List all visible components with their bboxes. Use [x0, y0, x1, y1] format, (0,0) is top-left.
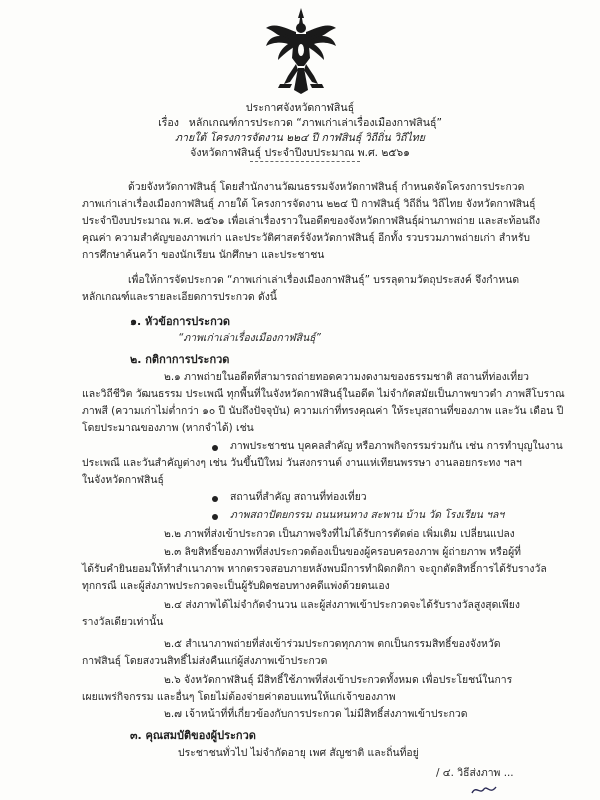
rule-2-3-line2: ได้รับคำยินยอมให้ทำสำเนาภาพ หากตรวจสอบภายหลังพบมีการทำผิดกติกา จะถูกตัดสิทธิ์การได้รับรางวัล: [82, 563, 547, 575]
rule-2-4-line2: รางวัลเดียวเท่านั้น: [82, 616, 164, 628]
bullet-dot: [212, 445, 218, 451]
header-divider: [250, 161, 360, 162]
intro-p2-line2: หลักเกณฑ์และรายละเอียดการประกวด ดังนี้: [82, 291, 277, 303]
project-line: ภายใต้ โครงการจัดงาน ๒๒๔ ปี กาฬสินธุ์ วิถีถิ่น วิถีไทย: [175, 132, 425, 144]
announcement-title: ประกาศจังหวัดกาฬสินธุ์: [245, 102, 355, 114]
subject-line: [0, 116, 600, 131]
rule-2-6-line2: เผยแพร่กิจกรรม และอื่นๆ โดยไม่ต้องจ่ายค่าตอบแทนให้แก่เจ้าของภาพ: [82, 691, 396, 703]
section2-heading: ๒. กติกาการประกวด: [130, 353, 230, 366]
rule-2-3-line1: ๒.๓ ลิขสิทธิ์ของภาพที่ส่งประกวดต้องเป็นของผู้ครอบครองภาพ ผู้ถ่ายภาพ หรือผู้ที่: [164, 546, 522, 558]
continuation-note: / ๔. วิธีส่งภาพ ...: [436, 767, 514, 779]
rule-2-1-line3: ภาพสี (ความเก่าไม่ต่ำกว่า ๑๐ ปี นับถึงปัจจุบัน) ความเก่าที่ทรงคุณค่า ให้ระบุสถานที่ของภาพ และวัน เดือน ปี: [82, 405, 564, 417]
rule-2-6-line1: ๒.๖ จังหวัดกาฬสินธุ์ มีสิทธิ์ใช้ภาพที่ส่งเข้าประกวดทั้งหมด เพื่อประโยชน์ในการ: [164, 674, 513, 686]
fiscal-year-line: จังหวัดกาฬสินธุ์ ประจำปีงบประมาณ พ.ศ. ๒๕๖๑: [190, 147, 410, 159]
bullet-1-line2: ประเพณี และวันสำคัญต่างๆ เช่น วันขึ้นปีใหม่ วันสงกรานต์ งานแห่เทียนพรรษา งานลอยกระทง ฯลฯ: [82, 457, 522, 469]
rule-2-4-line1: ๒.๔ ส่งภาพได้ไม่จำกัดจำนวน และผู้ส่งภาพเข้าประกวดจะได้รับรางวัลสูงสุดเพียง: [164, 599, 520, 611]
rule-2-3-line3: ทุกกรณี และผู้ส่งภาพประกวดจะเป็นผู้รับผิดชอบทางคดีแพ่งด้วยตนเอง: [82, 580, 390, 592]
section3-heading: ๓. คุณสมบัติของผู้ประกวด: [130, 729, 256, 742]
garuda-emblem-icon: [262, 6, 340, 96]
rule-2-1-line2: และวิถีชีวิต วัฒนธรรม ประเพณี ทุกพื้นที่ในจังหวัดกาฬสินธุ์ในอดีต ไม่จำกัดสมัยเป็นภาพขาวดำ ภาพสีโบราณ: [82, 388, 565, 400]
bullet-dot: [212, 496, 218, 502]
intro-p1-line1: ด้วยจังหวัดกาฬสินธุ์ โดยสำนักงานวัฒนธรรมจังหวัดกาฬสินธุ์ กำหนดจัดโครงการประกวด: [128, 181, 525, 193]
section1-heading: ๑. หัวข้อการประกวด: [130, 315, 231, 328]
intro-p2-line1: เพื่อให้การจัดประกวด “ภาพเก่าเล่าเรื่องเมืองกาฬสินธุ์” บรรลุตามวัตถุประสงค์ จึงกำหนด: [128, 274, 520, 286]
rule-2-1-line1: ๒.๑ ภาพถ่ายในอดีตที่สามารถถ่ายทอดความงดงามของธรรมชาติ สถานที่ท่องเที่ยว: [164, 371, 530, 383]
bullet-2: สถานที่สำคัญ สถานที่ท่องเที่ยว: [230, 491, 367, 503]
rule-2-1-line4: โดยประมาณของภาพ (หากจำได้) เช่น: [82, 422, 254, 434]
intro-p1-line4: คุณค่า ความสำคัญของภาพเก่า และประวัติศาสตร์จังหวัดกาฬสินธุ์ อีกทั้ง รวบรวมภาพถ่ายเก่า สำหรับ: [82, 232, 531, 244]
rule-2-2: ๒.๒ ภาพที่ส่งเข้าประกวด เป็นภาพจริงที่ไม่ได้รับการตัดต่อ เพิ่มเติม เปลี่ยนแปลง: [164, 528, 515, 540]
subject-label: เรื่อง: [158, 117, 179, 129]
rule-2-7: ๒.๗ เจ้าหน้าที่ที่เกี่ยวข้องกับการประกวด ไม่มีสิทธิ์ส่งภาพเข้าประกวด: [164, 708, 468, 720]
intro-p1-line3: ประจำปีงบประมาณ พ.ศ. ๒๕๖๑ เพื่อเล่าเรื่องราวในอดีตของจังหวัดกาฬสินธุ์ผ่านภาพถ่าย และสะท้อนถึง: [82, 215, 541, 227]
bullet-1-line3: ในจังหวัดกาฬสินธุ์: [82, 474, 164, 486]
section3-body: ประชาชนทั่วไป ไม่จำกัดอายุ เพศ สัญชาติ และถิ่นที่อยู่: [178, 747, 419, 759]
intro-p1-line5: การศึกษาค้นคว้า ของนักเรียน นักศึกษา และประชาชน: [82, 249, 325, 261]
bullet-3: ภาพสถาปัตยกรรม ถนนหนทาง สะพาน บ้าน วัด โรงเรียน ฯลฯ: [230, 509, 505, 521]
initial-signature-mark: [470, 783, 498, 797]
subject-text: หลักเกณฑ์การประกวด “ภาพเก่าเล่าเรื่องเมืองกาฬสินธุ์”: [188, 117, 442, 129]
bullet-1-line1: ภาพประชาชน บุคคลสำคัญ หรือภาพกิจกรรมร่วมกัน เช่น การทำบุญในงาน: [230, 440, 563, 452]
bullet-dot: [212, 514, 218, 520]
rule-2-5-line2: กาฬสินธุ์ โดยสงวนสิทธิ์ไม่ส่งคืนแก่ผู้ส่งภาพเข้าประกวด: [82, 655, 328, 667]
intro-p1-line2: ภาพเก่าเล่าเรื่องเมืองกาฬสินธุ์ ภายใต้ โครงการจัดงาน ๒๒๔ ปี กาฬสินธุ์ วิถีถิ่น วิถีไทย จังหวัดกาฬสินธุ์: [82, 198, 536, 210]
section1-topic: “ภาพเก่าเล่าเรื่องเมืองกาฬสินธุ์”: [178, 332, 321, 344]
rule-2-5-line1: ๒.๕ สำเนาภาพถ่ายที่ส่งเข้าร่วมประกวดทุกภาพ ตกเป็นกรรมสิทธิ์ของจังหวัด: [164, 638, 501, 650]
